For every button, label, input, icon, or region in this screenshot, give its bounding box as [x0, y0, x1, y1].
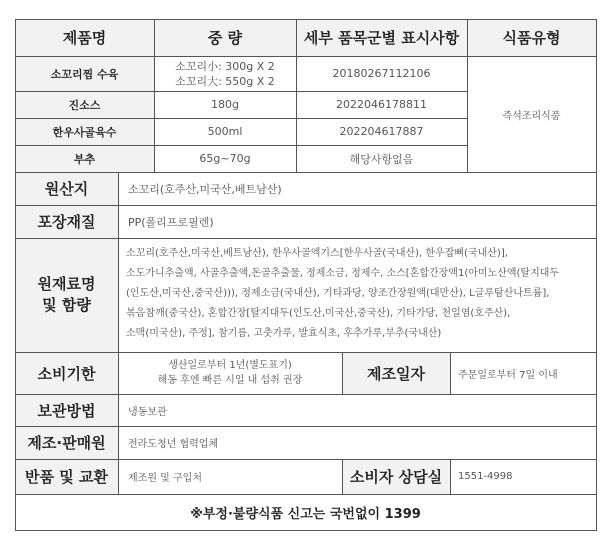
expiry-value: 생산일로부터 1년(별도표기) 해동 후엔 빠른 시일 내 섭취 권장	[157, 360, 303, 386]
item-code-cell: 해당사항없음	[349, 152, 414, 166]
header-weight: 중 량	[207, 29, 243, 47]
grid-line	[15, 19, 597, 20]
header-item-details: 세부 품목군별 표시사항	[303, 29, 460, 47]
product-name-cell: 부추	[15, 145, 154, 172]
grid-line	[15, 19, 16, 531]
grid-line	[15, 91, 467, 92]
storage-label: 보관방법	[15, 394, 118, 426]
grid-line	[15, 145, 467, 146]
grid-line	[450, 459, 451, 494]
storage-value: 냉동보관	[128, 406, 167, 418]
grid-line	[15, 394, 597, 395]
origin-value: 소꼬리(호주산,미국산,베트남산)	[128, 182, 282, 196]
grid-line	[15, 352, 597, 353]
grid-line	[15, 494, 597, 495]
weight-cell: 소꼬리小: 300g X 2 소꼬리大: 550g X 2	[175, 59, 275, 88]
return-value: 제조원 및 구입처	[128, 473, 202, 484]
product-name-cell: 진소스	[15, 91, 154, 118]
item-code-cell: 202204617887	[339, 125, 424, 138]
packaging-value: PP(폴리프로필렌)	[128, 215, 214, 229]
weight-cell: 65g~70g	[199, 152, 251, 165]
header-product-name: 제품명	[62, 29, 107, 47]
item-code-cell: 20180267112106	[332, 67, 431, 80]
weight-cell: 500ml	[207, 125, 243, 138]
grid-line	[15, 238, 597, 239]
packaging-label: 포장재질	[15, 205, 118, 238]
consult-value: 1551-4998	[458, 471, 513, 482]
expiry-label: 소비기한	[15, 352, 118, 394]
ingredients-value: 소꼬리(호주산,미국산,베트남산), 한우사골엑기스[한우사골(국내산), 한우잡뼈(국내산)], 소도가니추출액, 사골추출액,돈골추출물, 정제소금, 정제수, 소스[혼합간장액1(아미노산액(탈지대두 (인도산,미국산,중국산))), 정제소금(국내산), 기타과당, 양조간장원액(대만산), L글루탐산나트륨], 볶음참깨(중국산), 혼합간장[탈지대두(인도산,미국산,중국산), 기타가당, 천일염(호주산), 소맥(미국산), 주정], 참기름, 고춧가루, 발효식초, 후추가루,부추(국내산)	[126, 248, 560, 339]
ingredients-label: 원재료명 및 함량	[15, 238, 118, 352]
grid-line	[15, 530, 597, 531]
grid-line	[450, 352, 451, 394]
grid-line	[296, 19, 297, 172]
return-label: 반품 및 교환	[15, 459, 118, 494]
header-food-type: 식품유형	[502, 29, 561, 47]
product-name-cell: 소꼬리찜 수육	[15, 56, 154, 91]
grid-line	[15, 118, 467, 119]
grid-line	[15, 205, 597, 206]
grid-line	[342, 352, 343, 394]
grid-line	[15, 459, 597, 460]
mfg-date-label: 제조일자	[342, 352, 450, 394]
origin-label: 원산지	[15, 172, 118, 205]
grid-line	[342, 459, 343, 494]
food-type-cell: 즉석조리식품	[502, 110, 561, 122]
grid-line	[596, 19, 597, 531]
seller-label: 제조·판매원	[15, 426, 118, 459]
grid-line	[467, 19, 468, 172]
grid-line	[15, 172, 597, 173]
weight-cell: 180g	[211, 98, 239, 111]
mfg-date-value: 주문일로부터 7일 이내	[458, 369, 558, 381]
grid-line	[118, 172, 119, 494]
item-code-cell: 2022046178811	[336, 98, 427, 111]
report-footer: ※부정·불량식품 신고는 국번없이 1399	[190, 506, 421, 522]
product-name-cell: 한우사골육수	[15, 118, 154, 145]
grid-line	[154, 19, 155, 172]
consult-label: 소비자 상담실	[342, 459, 450, 494]
grid-line	[15, 56, 597, 57]
seller-value: 전라도청년 협력업체	[128, 439, 219, 450]
grid-line	[15, 426, 597, 427]
